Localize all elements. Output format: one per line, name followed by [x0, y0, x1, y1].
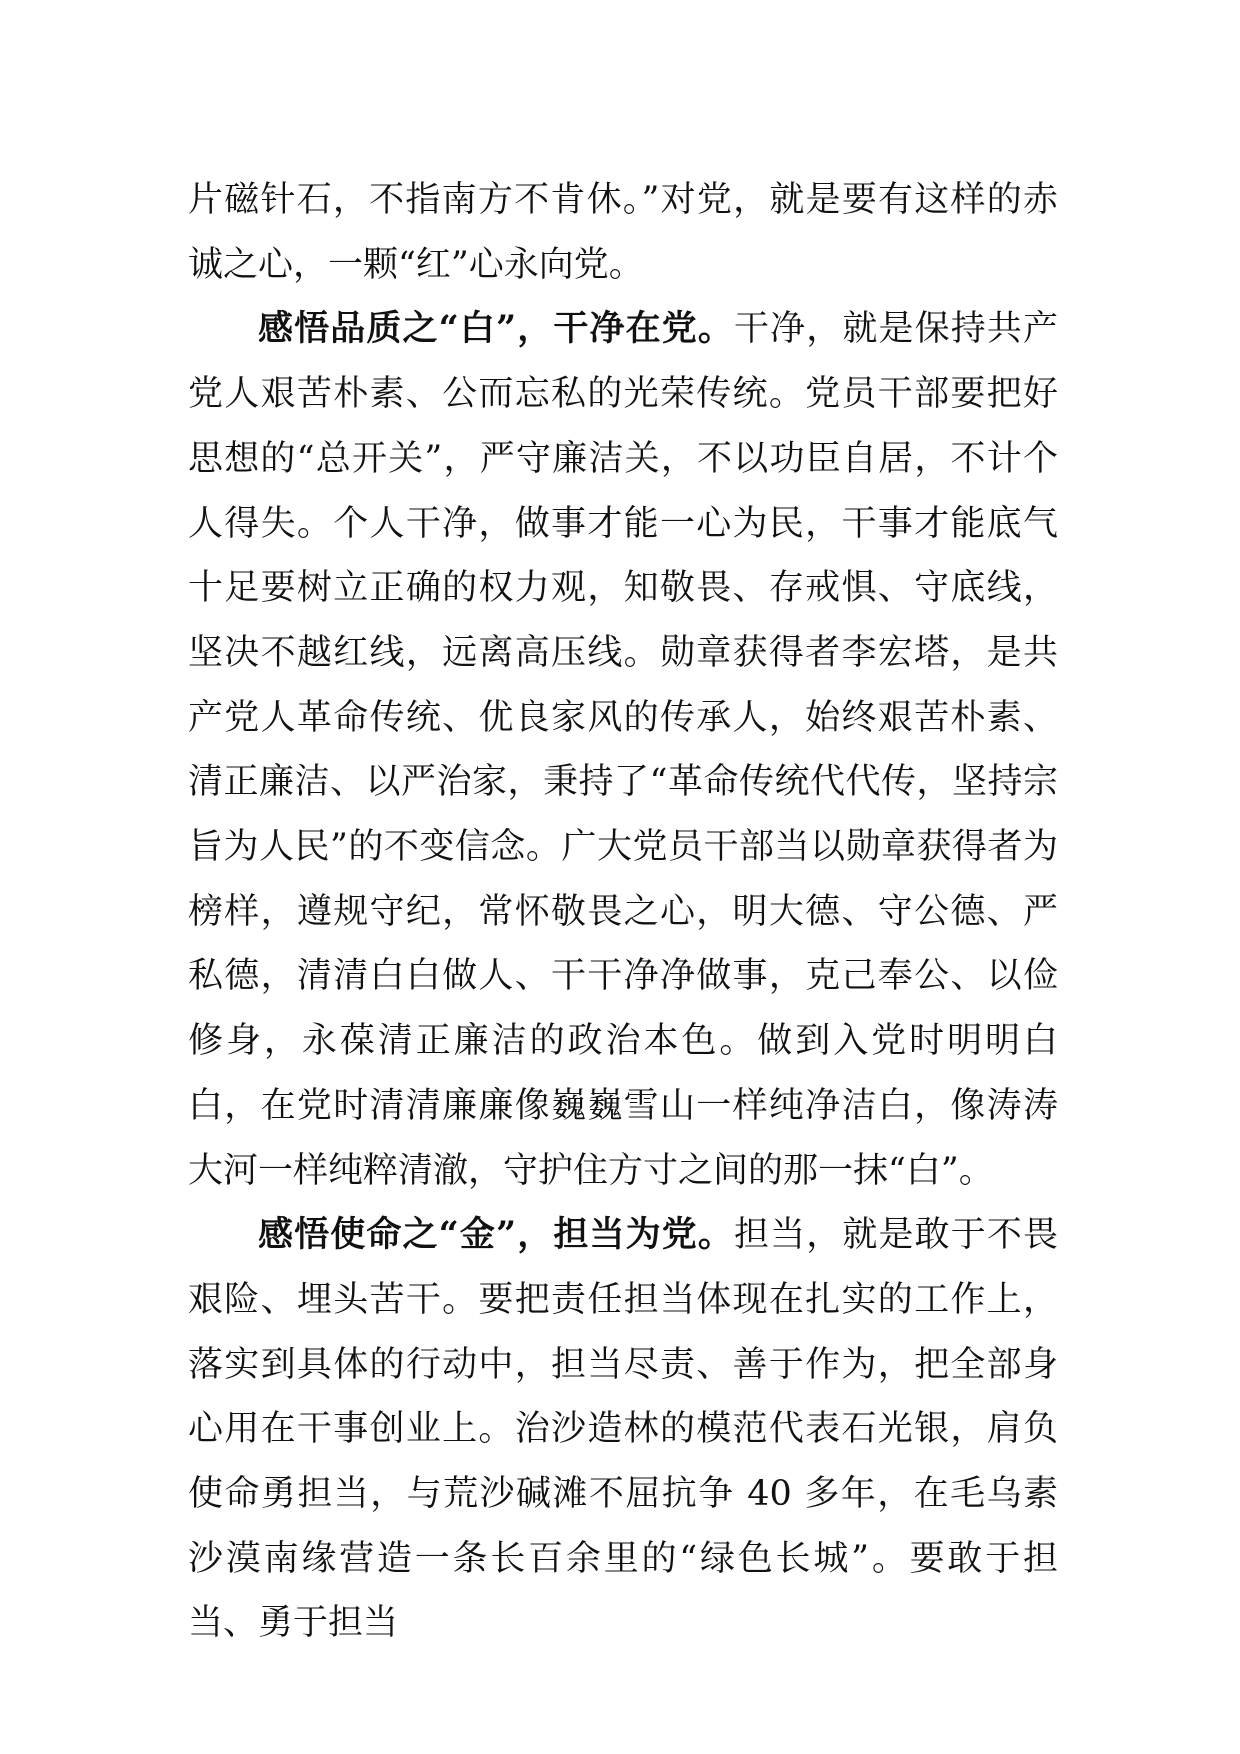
paragraph-text: 担当，就是敢于不畏艰险、埋头苦干。要把责任担当体现在扎实的工作上，落实到具体的行动中，担当尽责、善于作为，把全部身心用在干事创业上。治沙造林的模范代表石光银，肩负使命勇担当，与荒沙碱滩不屈抗争 40 多年，在毛乌素沙漠南缘营造一条长百余里的“绿色长城”。要敢于担当、勇于担当 — [188, 1215, 1058, 1644]
paragraph-text: 片磁针石，不指南方不肯休。”对党，就是要有这样的赤诚之心，一颗“红”心永向党。 — [188, 180, 1058, 285]
paragraph-gold-mission — [188, 1203, 1058, 1656]
paragraph-continuation — [188, 168, 1058, 297]
paragraph-white-quality — [188, 297, 1058, 1203]
paragraph-text: 干净，就是保持共产党人艰苦朴素、公而忘私的光荣传统。党员干部要把好思想的“总开关”，严守廉洁关，不以功臣自居，不计个人得失。个人干净，做事才能一心为民，干事才能底气十足要树立正确的权力观，知敬畏、存戒惧、守底线，坚决不越红线，远离高压线。勋章获得者李宏塔，是共产党人革命传统、优良家风的传承人，始终艰苦朴素、清正廉洁、以严治家，秉持了“革命传统代代传，坚持宗旨为人民”的不变信念。广大党员干部当以勋章获得者为榜样，遵规守纪，常怀敬畏之心，明大德、守公德、严私德，清清白白做人、干干净净做事，克己奉公、以俭修身，永葆清正廉洁的政治本色。做到入党时明明白白，在党时清清廉廉像巍巍雪山一样纯净洁白，像涛涛大河一样纯粹清澈，守护住方寸之间的那一抹“白”。 — [188, 309, 1058, 1191]
paragraph-heading: 感悟品质之“白”，干净在党。 — [258, 308, 734, 350]
body-text — [188, 168, 1058, 1656]
paragraph-heading: 感悟使命之“金”，担当为党。 — [258, 1214, 734, 1256]
